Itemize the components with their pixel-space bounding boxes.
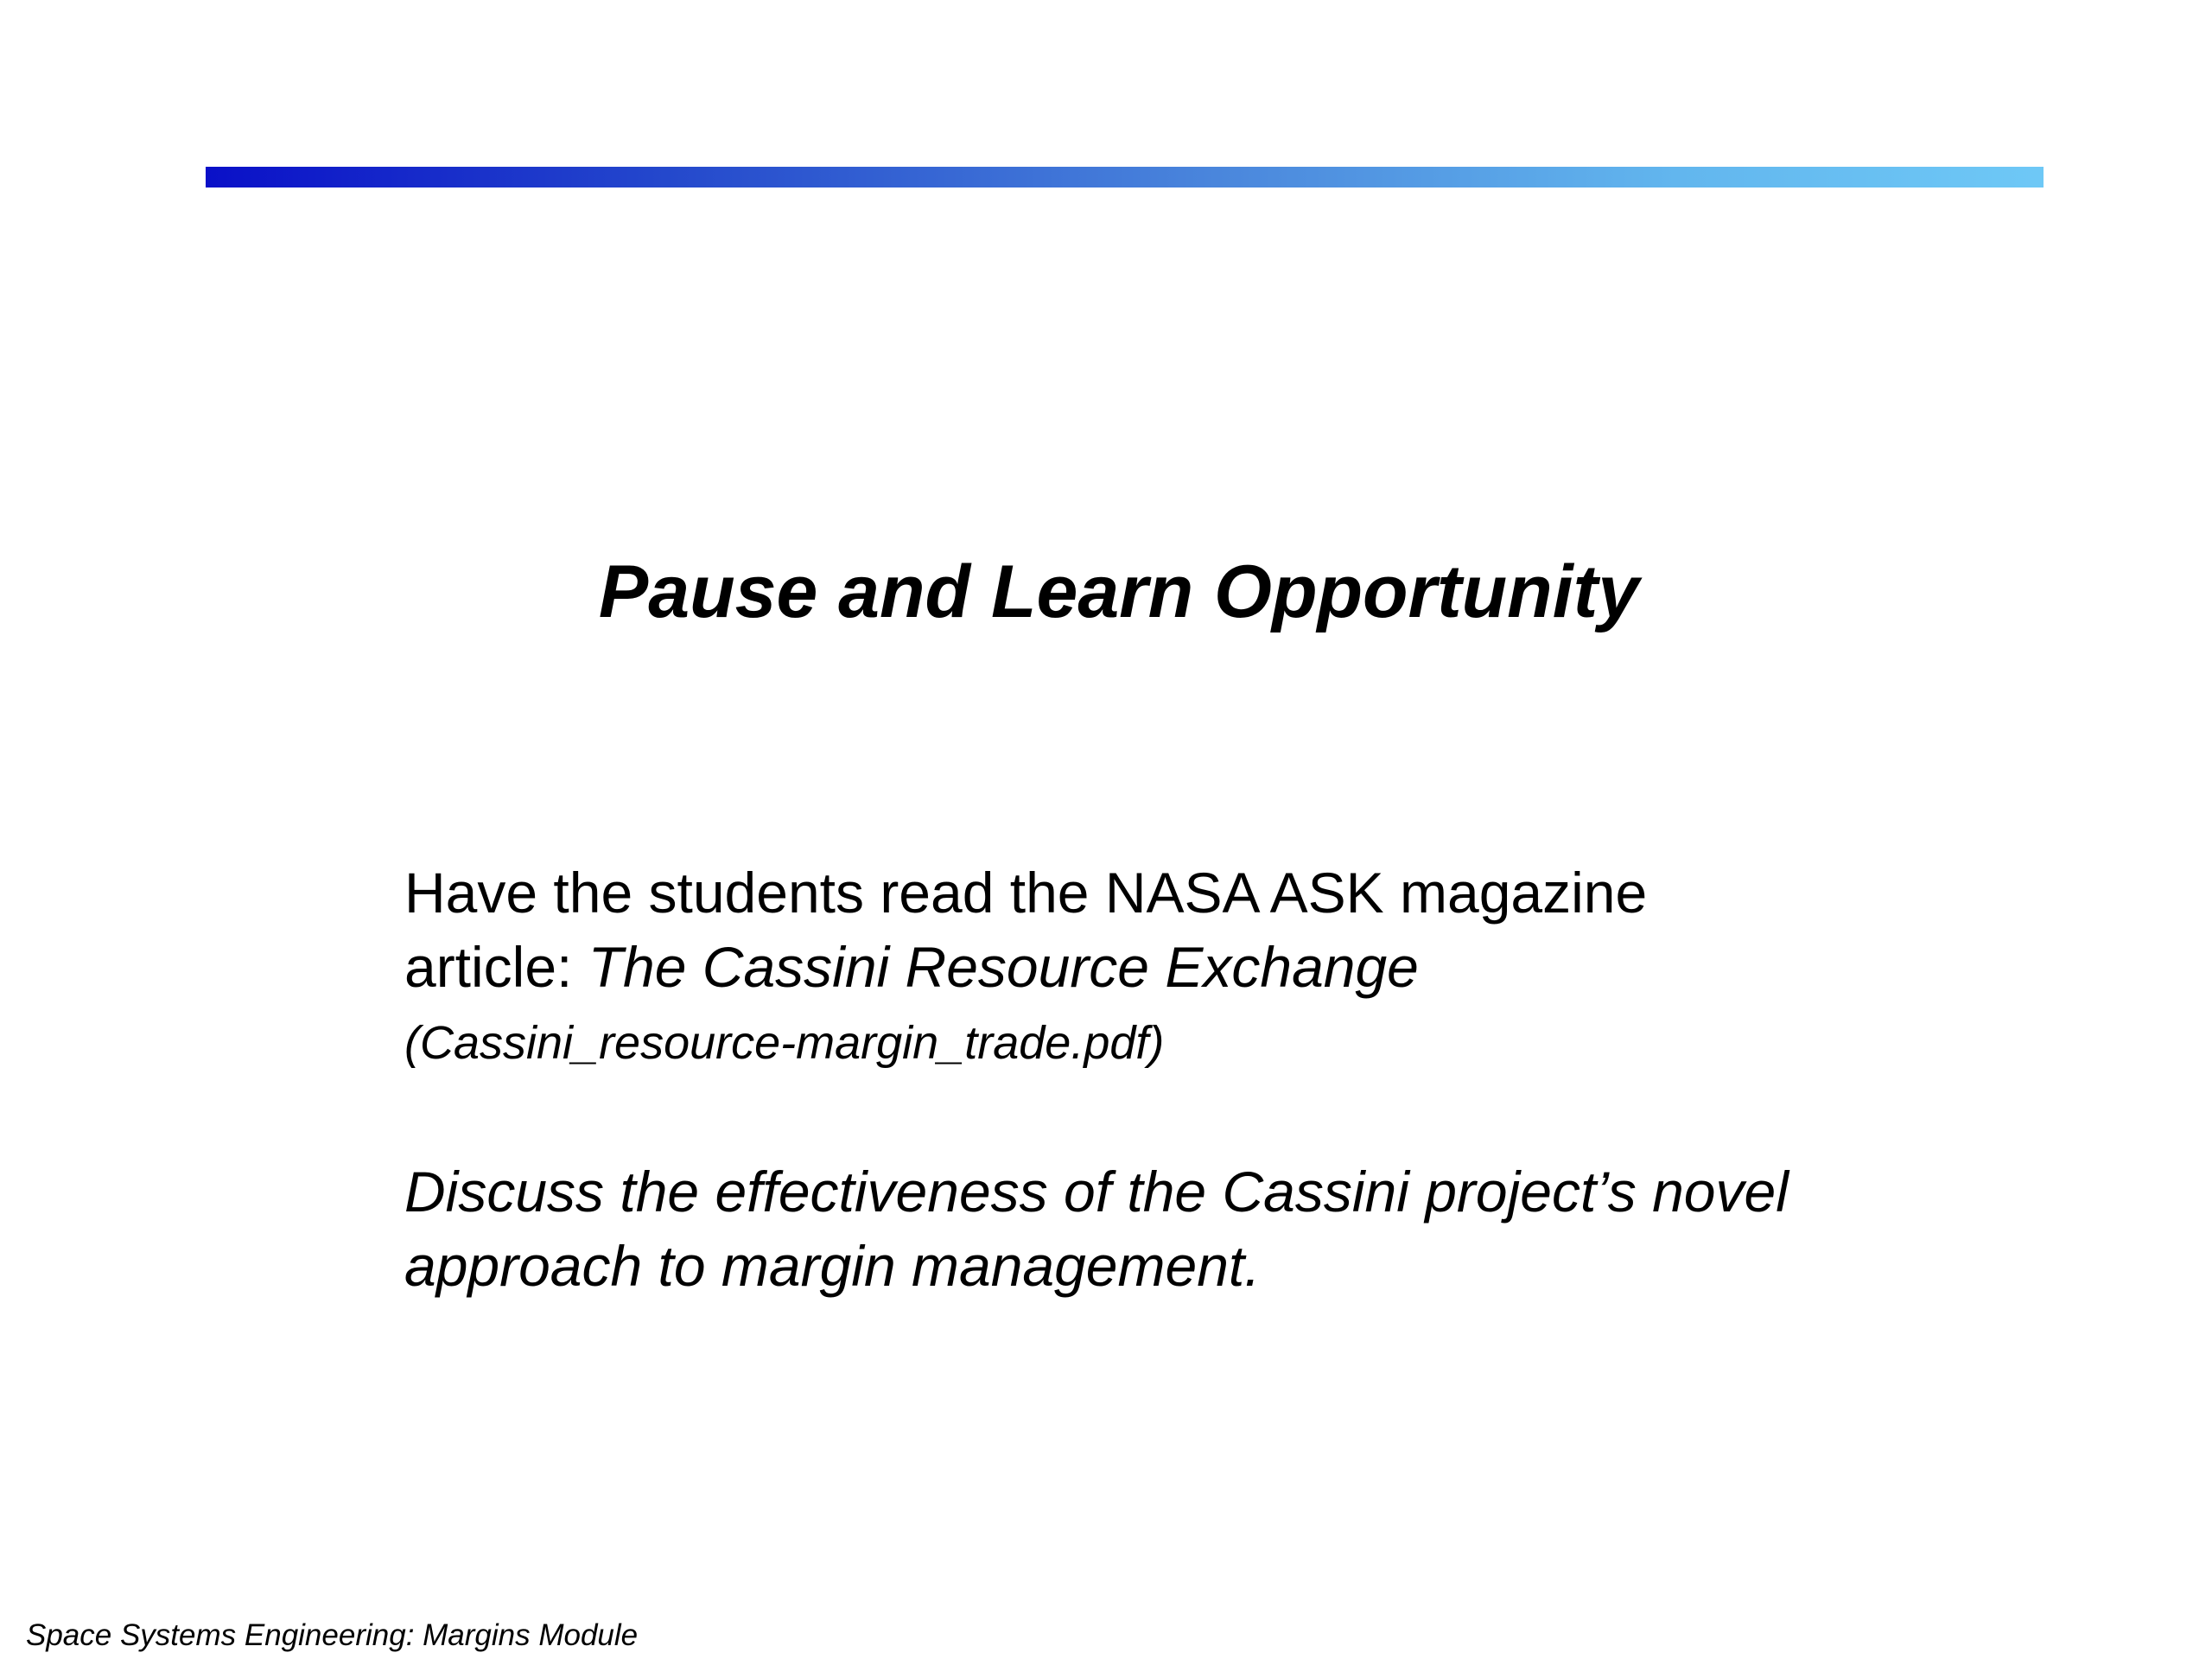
instruction-line-2 — [404, 930, 2089, 1004]
instruction-line-1: Have the students read the NASA ASK magazine — [404, 861, 1648, 925]
discussion-prompt — [404, 1154, 2089, 1303]
instruction-prefix: article: — [404, 935, 588, 999]
discussion-line-2: approach to margin management. — [404, 1234, 1261, 1298]
slide-footer: Space Systems Engineering: Margins Module — [26, 1618, 639, 1652]
slide-body — [404, 855, 2089, 1303]
slide-title: Pause and Learn Opportunity — [598, 550, 1640, 633]
discussion-line-1: Discuss the effectiveness of the Cassini project’s novel — [404, 1160, 1789, 1224]
header-gradient-rule — [206, 167, 2044, 188]
article-filename: (Cassini_resource-margin_trade.pdf) — [404, 1017, 1165, 1069]
article-title: The Cassini Resource Exchange — [588, 935, 1419, 999]
